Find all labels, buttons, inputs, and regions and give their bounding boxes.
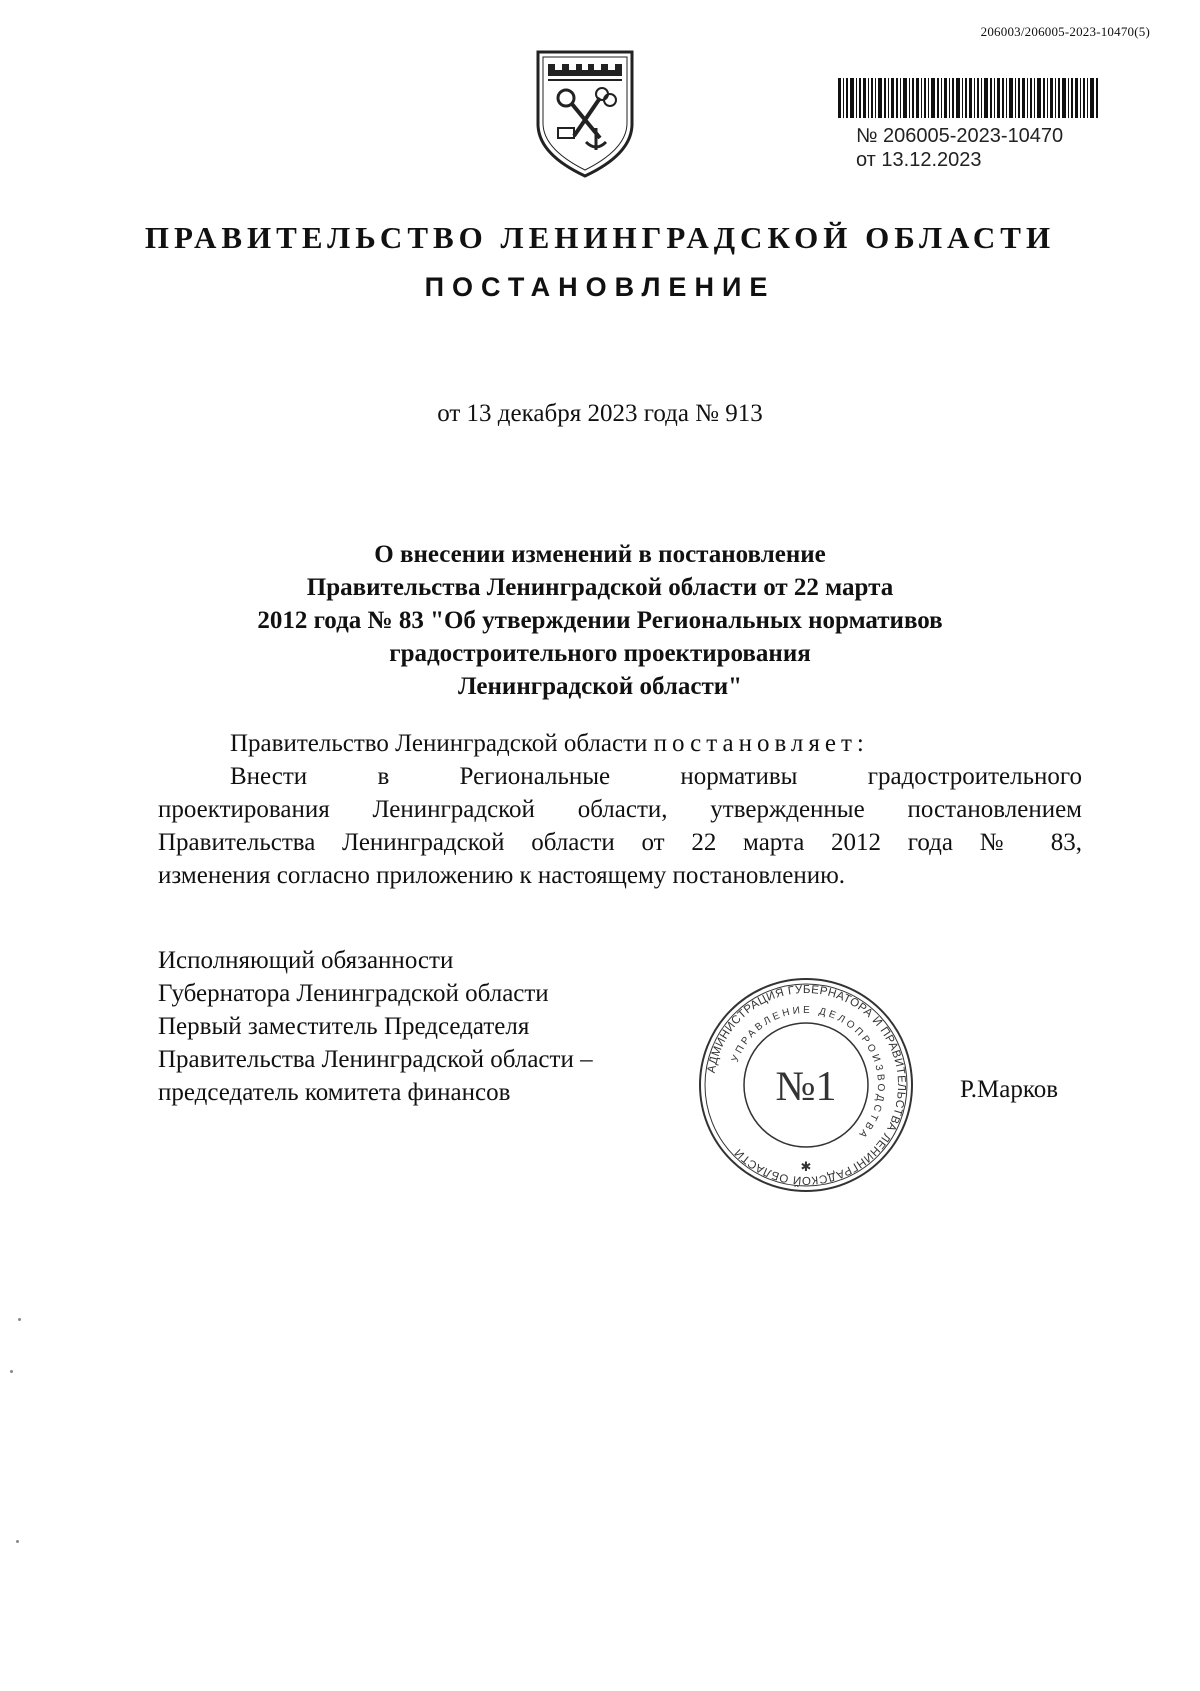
subject-line: О внесении изменений в постановление (374, 541, 826, 568)
document-type: ПОСТАНОВЛЕНИЕ (424, 272, 776, 302)
document-date-number: от 13 декабря 2023 года № 913 (437, 400, 763, 427)
subject-line: 2012 года № 83 "Об утверждении Региональных нормативов (257, 607, 943, 634)
registration-number: № 206005-2023-10470 (856, 125, 1064, 147)
position-line: председатель комитета финансов (158, 1079, 511, 1106)
paragraph-line: Правительства Ленинградской области от 22 марта 2012 года № 83, (158, 829, 1082, 856)
position-line: Губернатора Ленинградской области (158, 980, 549, 1007)
body-text (158, 727, 1082, 892)
subject-line: Правительства Ленинградской области от 22 марта (306, 574, 894, 601)
subject-line: Ленинградской области" (457, 673, 743, 700)
registration-date: от 13.12.2023 (856, 149, 982, 171)
scan-speck (16, 1540, 19, 1543)
stamp-outer-text: АДМИНИСТРАЦИЯ ГУБЕРНАТОРА И ПРАВИТЕЛЬСТВА ЛЕНИНГРАДСКОЙ ОБЛАСТИ (705, 983, 908, 1187)
government-title: ПРАВИТЕЛЬСТВО ЛЕНИНГРАДСКОЙ ОБЛАСТИ (144, 220, 1056, 255)
intro-prefix: Правительство Ленинградской области (230, 730, 648, 757)
document-subject (180, 538, 1020, 703)
position-line: Первый заместитель Председателя (158, 1013, 530, 1040)
paragraph-line: Внести в Региональные нормативы градостроительного (230, 763, 1082, 790)
official-stamp (696, 975, 916, 1195)
signatory-position (158, 944, 593, 1109)
coat-of-arms-icon (530, 46, 640, 180)
signer-name: Р.Марков (960, 1076, 1059, 1103)
stamp-inner-text: УПРАВЛЕНИЕ ДЕЛОПРОИЗВОДСТВА (729, 1004, 887, 1142)
registration-number-top: 206003/206005-2023-10470(5) (980, 24, 1150, 39)
star-icon: ✱ (800, 1160, 812, 1175)
barcode-icon (838, 78, 1098, 118)
position-line: Исполняющий обязанности (158, 947, 454, 974)
position-line: Правительства Ленинградской области – (158, 1046, 593, 1073)
paragraph-line: проектирования Ленинградской области, утвержденные постановлением (158, 796, 1082, 823)
intro-verb: постановляет: (653, 730, 869, 757)
paragraph-line: изменения согласно приложению к настоящему постановлению. (158, 862, 846, 889)
registration-box (856, 124, 1063, 172)
scan-speck (18, 1318, 21, 1321)
resolution-intro (158, 727, 1082, 760)
scan-speck (10, 1370, 13, 1373)
subject-line: градостроительного проектирования (389, 640, 811, 667)
stamp-number: №1 (775, 1064, 837, 1110)
